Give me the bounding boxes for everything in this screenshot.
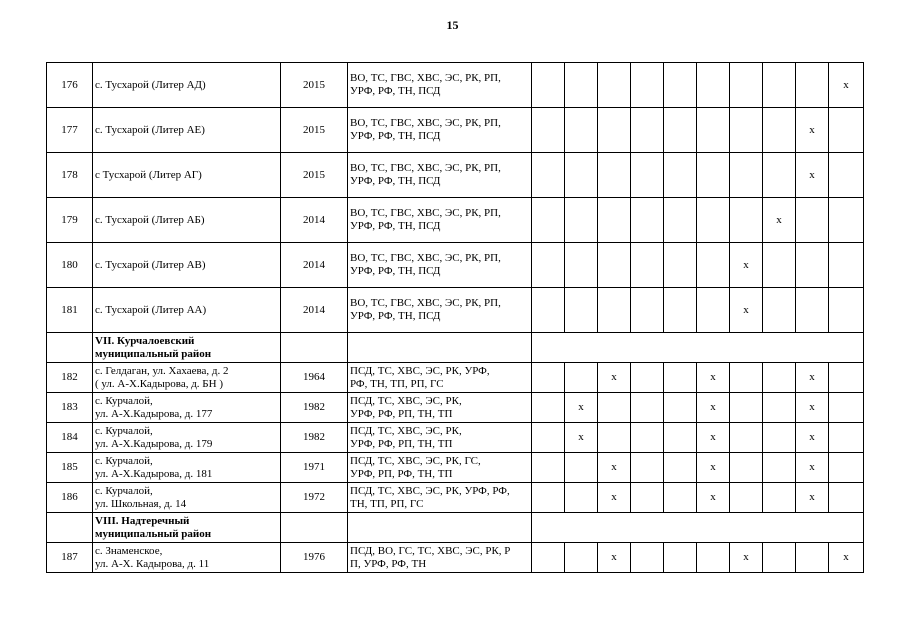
address-cell: [93, 543, 281, 573]
cell-line: ТН, ТП, РП, ГС: [350, 497, 424, 510]
services-cell: [348, 483, 532, 513]
year-cell: 2015: [281, 63, 348, 108]
cell-line: ПСД, ТС, ХВС, ЭС, РК,: [350, 394, 462, 407]
mark-cell: [730, 243, 763, 288]
mark-cell: [730, 363, 763, 393]
cell-line: ВО, ТС, ГВС, ХВС, ЭС, РК, РП,: [350, 252, 501, 264]
mark-cell: [565, 423, 598, 453]
table-row: [47, 288, 864, 333]
mark-cell: [598, 423, 631, 453]
cell-line: ПСД, ВО, ГС, ТС, ХВС, ЭС, РК, Р: [350, 544, 511, 557]
mark-cell: [697, 108, 730, 153]
row-number: 184: [47, 423, 93, 453]
row-number: 179: [47, 198, 93, 243]
check-mark: х: [809, 431, 815, 443]
address-cell: [93, 393, 281, 423]
mark-cell: [598, 108, 631, 153]
cell-line: VII. Курчалоевский: [95, 334, 195, 347]
check-mark: х: [743, 551, 749, 563]
mark-cell: [829, 243, 864, 288]
cell-line: РФ, ТН, ТП, РП, ГС: [350, 377, 444, 390]
mark-cell: [763, 198, 796, 243]
services-cell: [348, 243, 532, 288]
check-mark: х: [843, 551, 849, 563]
mark-cell: [664, 483, 697, 513]
year-cell: 2015: [281, 153, 348, 198]
section-title: [93, 333, 281, 363]
mark-cell: [796, 363, 829, 393]
check-mark: х: [611, 491, 617, 503]
mark-cell: [829, 198, 864, 243]
mark-cell: [730, 153, 763, 198]
mark-cell: [697, 543, 730, 573]
mark-cell: [532, 543, 565, 573]
mark-cell: [532, 483, 565, 513]
row-number: 186: [47, 483, 93, 513]
section-filler: [532, 333, 864, 363]
table-row: [47, 198, 864, 243]
cell-line: УРФ, РФ, РП, ТН, ТП: [350, 437, 453, 450]
mark-cell: [532, 453, 565, 483]
mark-cell: [796, 453, 829, 483]
table-row: [47, 63, 864, 108]
mark-cell: [598, 363, 631, 393]
mark-cell: [829, 363, 864, 393]
check-mark: х: [611, 371, 617, 383]
services-cell: [348, 453, 532, 483]
mark-cell: [730, 63, 763, 108]
check-mark: х: [710, 401, 716, 413]
mark-cell: [697, 483, 730, 513]
services-cell: [348, 108, 532, 153]
cell-line: УРФ, РФ, ТН, ПСД: [350, 265, 441, 277]
mark-cell: [631, 393, 664, 423]
mark-cell: [598, 483, 631, 513]
cell-line: с. Тусхарой (Литер АА): [95, 303, 207, 316]
mark-cell: [829, 153, 864, 198]
check-mark: х: [710, 431, 716, 443]
cell-line: с. Знаменское,: [95, 544, 163, 557]
mark-cell: [730, 453, 763, 483]
section-row: [47, 333, 864, 363]
cell-line: УРФ, РФ, ТН, ПСД: [350, 310, 441, 322]
cell-line: с. Тусхарой (Литер АЕ): [95, 123, 205, 136]
check-mark: х: [809, 123, 815, 136]
mark-cell: [796, 483, 829, 513]
mark-cell: [763, 288, 796, 333]
mark-cell: [631, 288, 664, 333]
check-mark: х: [743, 303, 749, 316]
mark-cell: [829, 543, 864, 573]
mark-cell: [598, 243, 631, 288]
services-cell: [348, 333, 532, 363]
cell-line: с. Тусхарой (Литер АВ): [95, 258, 206, 271]
services-cell: [348, 198, 532, 243]
cell-line: УРФ, РФ, ТН, ПСД: [350, 220, 441, 232]
mark-cell: [763, 63, 796, 108]
mark-cell: [631, 153, 664, 198]
mark-cell: [565, 198, 598, 243]
mark-cell: [598, 288, 631, 333]
table-row: [47, 153, 864, 198]
mark-cell: [598, 543, 631, 573]
cell-line: ( ул. А-Х.Кадырова, д. БН ): [95, 377, 223, 390]
address-cell: [93, 483, 281, 513]
cell-line: ВО, ТС, ГВС, ХВС, ЭС, РК, РП,: [350, 207, 501, 219]
mark-cell: [664, 198, 697, 243]
row-number: 182: [47, 363, 93, 393]
row-number: 178: [47, 153, 93, 198]
cell-line: с Тусхарой (Литер АГ): [95, 168, 202, 181]
year-cell: [281, 513, 348, 543]
table-row: [47, 108, 864, 153]
mark-cell: [829, 108, 864, 153]
page-number: 15: [446, 18, 459, 32]
services-cell: [348, 423, 532, 453]
row-number: 176: [47, 63, 93, 108]
mark-cell: [763, 153, 796, 198]
cell-line: ул. А-Х. Кадырова, д. 11: [95, 557, 210, 570]
mark-cell: [763, 393, 796, 423]
mark-cell: [664, 153, 697, 198]
mark-cell: [631, 63, 664, 108]
mark-cell: [730, 198, 763, 243]
year-cell: 1971: [281, 453, 348, 483]
mark-cell: [532, 243, 565, 288]
mark-cell: [532, 153, 565, 198]
cell-line: VIII. Надтеречный: [95, 514, 190, 527]
row-number-cell: [47, 333, 93, 363]
mark-cell: [598, 393, 631, 423]
cell-line: ПСД, ТС, ХВС, ЭС, РК,: [350, 424, 462, 437]
mark-cell: [697, 453, 730, 483]
cell-line: с. Тусхарой (Литер АД): [95, 78, 206, 91]
mark-cell: [730, 393, 763, 423]
buildings-table: [46, 62, 864, 573]
year-cell: 1972: [281, 483, 348, 513]
cell-line: с. Курчалой,: [95, 424, 153, 437]
mark-cell: [697, 243, 730, 288]
services-cell: [348, 513, 532, 543]
cell-line: ул. А-Х.Кадырова, д. 179: [95, 437, 213, 450]
mark-cell: [598, 63, 631, 108]
cell-line: УРФ, РФ, ТН, ПСД: [350, 175, 441, 187]
mark-cell: [730, 543, 763, 573]
year-cell: 1982: [281, 393, 348, 423]
mark-cell: [631, 363, 664, 393]
mark-cell: [697, 393, 730, 423]
mark-cell: [631, 483, 664, 513]
mark-cell: [796, 288, 829, 333]
table-row: [47, 543, 864, 573]
address-cell: [93, 153, 281, 198]
cell-line: ул. А-Х.Кадырова, д. 181: [95, 467, 213, 480]
mark-cell: [664, 288, 697, 333]
mark-cell: [565, 108, 598, 153]
check-mark: х: [611, 461, 617, 473]
mark-cell: [796, 63, 829, 108]
year-cell: [281, 333, 348, 363]
year-cell: 1982: [281, 423, 348, 453]
mark-cell: [598, 453, 631, 483]
mark-cell: [664, 423, 697, 453]
address-cell: [93, 363, 281, 393]
mark-cell: [532, 288, 565, 333]
mark-cell: [796, 108, 829, 153]
cell-line: ВО, ТС, ГВС, ХВС, ЭС, РК, РП,: [350, 297, 501, 309]
mark-cell: [829, 453, 864, 483]
mark-cell: [664, 243, 697, 288]
mark-cell: [697, 63, 730, 108]
mark-cell: [796, 198, 829, 243]
check-mark: х: [743, 258, 749, 271]
cell-line: ПСД, ТС, ХВС, ЭС, РК, УРФ, РФ,: [350, 484, 510, 497]
mark-cell: [730, 483, 763, 513]
mark-cell: [796, 543, 829, 573]
services-cell: [348, 543, 532, 573]
check-mark: х: [776, 213, 782, 226]
services-cell: [348, 63, 532, 108]
check-mark: х: [710, 491, 716, 503]
mark-cell: [697, 288, 730, 333]
check-mark: х: [809, 491, 815, 503]
mark-cell: [565, 393, 598, 423]
mark-cell: [598, 198, 631, 243]
mark-cell: [565, 453, 598, 483]
mark-cell: [631, 198, 664, 243]
mark-cell: [796, 393, 829, 423]
cell-line: УРФ, РФ, ТН, ПСД: [350, 85, 441, 97]
cell-line: УРФ, РФ, РП, ТН, ТП: [350, 407, 453, 420]
table-row: [47, 453, 864, 483]
mark-cell: [763, 243, 796, 288]
mark-cell: [532, 363, 565, 393]
mark-cell: [796, 423, 829, 453]
address-cell: [93, 108, 281, 153]
mark-cell: [829, 423, 864, 453]
mark-cell: [532, 63, 565, 108]
address-cell: [93, 63, 281, 108]
mark-cell: [631, 453, 664, 483]
mark-cell: [697, 423, 730, 453]
cell-line: с. Тусхарой (Литер АБ): [95, 213, 205, 226]
row-number: 183: [47, 393, 93, 423]
cell-line: с. Курчалой,: [95, 454, 153, 467]
services-cell: [348, 153, 532, 198]
address-cell: [93, 288, 281, 333]
table-row: [47, 393, 864, 423]
mark-cell: [829, 393, 864, 423]
mark-cell: [730, 423, 763, 453]
mark-cell: [697, 153, 730, 198]
cell-line: ул. А-Х.Кадырова, д. 177: [95, 407, 213, 420]
mark-cell: [532, 423, 565, 453]
check-mark: х: [843, 78, 849, 91]
check-mark: х: [809, 461, 815, 473]
services-cell: [348, 363, 532, 393]
mark-cell: [763, 453, 796, 483]
check-mark: х: [578, 431, 584, 443]
mark-cell: [664, 108, 697, 153]
year-cell: 2014: [281, 198, 348, 243]
mark-cell: [565, 543, 598, 573]
year-cell: 1976: [281, 543, 348, 573]
cell-line: УРФ, РП, РФ, ТН, ТП: [350, 467, 453, 480]
year-cell: 2014: [281, 243, 348, 288]
cell-line: ПСД, ТС, ХВС, ЭС, РК, ГС,: [350, 454, 481, 467]
mark-cell: [763, 363, 796, 393]
services-cell: [348, 393, 532, 423]
row-number: 187: [47, 543, 93, 573]
mark-cell: [730, 288, 763, 333]
row-number-cell: [47, 513, 93, 543]
year-cell: 1964: [281, 363, 348, 393]
section-filler: [532, 513, 864, 543]
year-cell: 2015: [281, 108, 348, 153]
cell-line: ВО, ТС, ГВС, ХВС, ЭС, РК, РП,: [350, 72, 501, 84]
mark-cell: [664, 393, 697, 423]
check-mark: х: [809, 371, 815, 383]
mark-cell: [763, 423, 796, 453]
address-cell: [93, 243, 281, 288]
row-number: 177: [47, 108, 93, 153]
row-number: 180: [47, 243, 93, 288]
mark-cell: [829, 288, 864, 333]
table-body: [47, 63, 864, 573]
cell-line: ПСД, ТС, ХВС, ЭС, РК, УРФ,: [350, 364, 490, 377]
check-mark: х: [809, 401, 815, 413]
table-row: [47, 363, 864, 393]
table-row: [47, 483, 864, 513]
address-cell: [93, 453, 281, 483]
address-cell: [93, 198, 281, 243]
cell-line: ВО, ТС, ГВС, ХВС, ЭС, РК, РП,: [350, 162, 501, 174]
check-mark: х: [578, 401, 584, 413]
mark-cell: [697, 363, 730, 393]
cell-line: ВО, ТС, ГВС, ХВС, ЭС, РК, РП,: [350, 117, 501, 129]
cell-line: с. Курчалой,: [95, 394, 153, 407]
mark-cell: [631, 108, 664, 153]
cell-line: П, УРФ, РФ, ТН: [350, 557, 427, 570]
mark-cell: [532, 198, 565, 243]
mark-cell: [631, 243, 664, 288]
address-cell: [93, 423, 281, 453]
mark-cell: [565, 243, 598, 288]
row-number: 181: [47, 288, 93, 333]
mark-cell: [697, 198, 730, 243]
mark-cell: [565, 483, 598, 513]
mark-cell: [763, 543, 796, 573]
cell-line: муниципальный район: [95, 347, 212, 360]
table-row: [47, 423, 864, 453]
mark-cell: [565, 363, 598, 393]
mark-cell: [565, 153, 598, 198]
cell-line: УРФ, РФ, ТН, ПСД: [350, 130, 441, 142]
mark-cell: [664, 363, 697, 393]
mark-cell: [565, 63, 598, 108]
mark-cell: [598, 153, 631, 198]
mark-cell: [829, 63, 864, 108]
mark-cell: [664, 63, 697, 108]
mark-cell: [664, 543, 697, 573]
check-mark: х: [710, 461, 716, 473]
mark-cell: [796, 243, 829, 288]
table-row: [47, 243, 864, 288]
mark-cell: [532, 108, 565, 153]
check-mark: х: [710, 371, 716, 383]
cell-line: ул. Школьная, д. 14: [95, 497, 187, 510]
mark-cell: [796, 153, 829, 198]
mark-cell: [664, 453, 697, 483]
mark-cell: [565, 288, 598, 333]
cell-line: с. Гелдаган, ул. Хахаева, д. 2: [95, 364, 229, 377]
mark-cell: [631, 543, 664, 573]
year-cell: 2014: [281, 288, 348, 333]
mark-cell: [763, 108, 796, 153]
mark-cell: [730, 108, 763, 153]
section-title: [93, 513, 281, 543]
row-number: 185: [47, 453, 93, 483]
mark-cell: [763, 483, 796, 513]
cell-line: муниципальный район: [95, 527, 212, 540]
cell-line: с. Курчалой,: [95, 484, 153, 497]
mark-cell: [631, 423, 664, 453]
mark-cell: [829, 483, 864, 513]
section-row: [47, 513, 864, 543]
services-cell: [348, 288, 532, 333]
mark-cell: [532, 393, 565, 423]
check-mark: х: [809, 168, 815, 181]
check-mark: х: [611, 551, 617, 563]
